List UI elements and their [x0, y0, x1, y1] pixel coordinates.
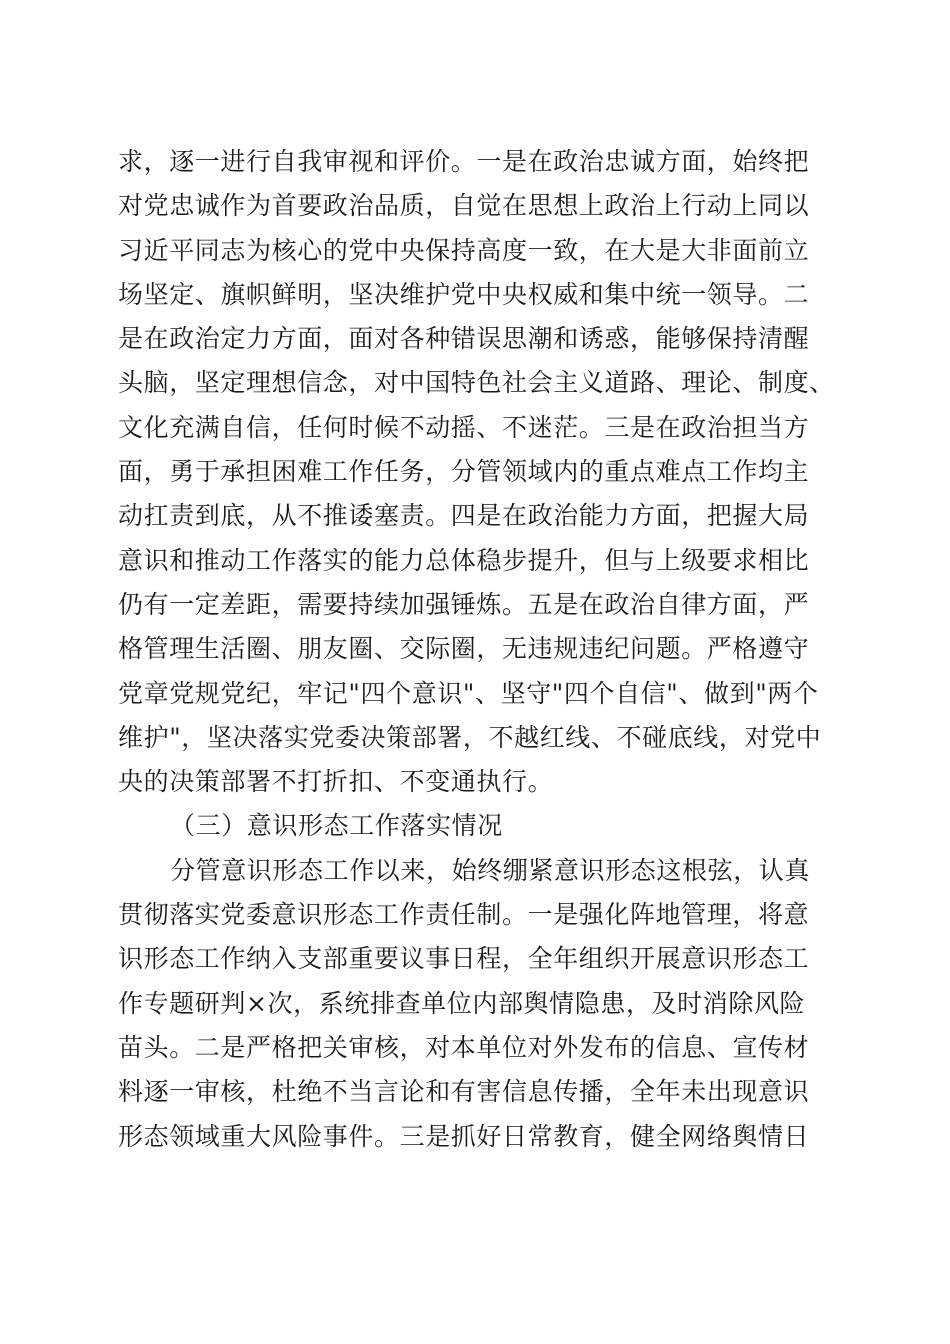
text-line: 求，逐一进行自我审视和评价。一是在政治忠诚方面，始终把: [118, 147, 810, 176]
text-line: 党章党规党纪，牢记"四个意识"、坚守"四个自信"、做到"两个: [118, 678, 819, 708]
text-line: 维护"，坚决落实党委决策部署，不越红线、不碰底线，对党中: [118, 722, 822, 752]
text-line: 意识和推动工作落实的能力总体稳步提升，但与上级要求相比: [118, 545, 810, 575]
text-line: 识形态工作纳入支部重要议事日程，全年组织开展意识形态工: [118, 944, 810, 974]
text-line: 分管意识形态工作以来，始终绷紧意识形态这根弦，认真: [170, 855, 811, 885]
paragraph-ideology-work: [118, 849, 838, 1159]
text-line: 动扛责到底，从不推诿塞责。四是在政治能力方面，把握大局: [118, 501, 810, 531]
text-line: 苗头。二是严格把关审核，对本单位对外发布的信息、宣传材: [118, 1032, 810, 1062]
text-line: 央的决策部署不打折扣、不变通执行。: [118, 767, 554, 797]
document-body: [118, 140, 838, 1159]
text-line: 文化充满自信，任何时候不动摇、不迷茫。三是在政治担当方: [118, 412, 810, 442]
text-line: 头脑，坚定理想信念，对中国特色社会主义道路、理论、制度、: [118, 368, 835, 398]
section-heading: （三）意识形态工作落实情况: [170, 811, 503, 841]
text-line: 贯彻落实党委意识形态工作责任制。一是强化阵地管理，将意: [118, 900, 810, 930]
paragraph-political-self-review: [118, 140, 838, 804]
text-line: 仍有一定差距，需要持续加强锤炼。五是在政治自律方面，严: [118, 589, 810, 619]
text-line: 作专题研判×次，系统排查单位内部舆情隐患，及时消除风险: [118, 988, 806, 1018]
text-line: 面，勇于承担困难工作任务，分管领域内的重点难点工作均主: [118, 457, 810, 487]
text-line: 格管理生活圈、朋友圈、交际圈，无违规违纪问题。严格遵守: [118, 634, 810, 664]
text-line: 是在政治定力方面，面对各种错误思潮和诱惑，能够保持清醒: [118, 324, 810, 354]
text-line: 形态领域重大风险事件。三是抓好日常教育，健全网络舆情日: [118, 1121, 810, 1151]
text-line: 习近平同志为核心的党中央保持高度一致，在大是大非面前立: [118, 235, 810, 265]
text-line: 对党忠诚作为首要政治品质，自觉在思想上政治上行动上同以: [118, 191, 810, 221]
text-line: 料逐一审核，杜绝不当言论和有害信息传播，全年未出现意识: [118, 1077, 810, 1107]
text-line: 场坚定、旗帜鲜明，坚决维护党中央权威和集中统一领导。二: [118, 279, 810, 309]
